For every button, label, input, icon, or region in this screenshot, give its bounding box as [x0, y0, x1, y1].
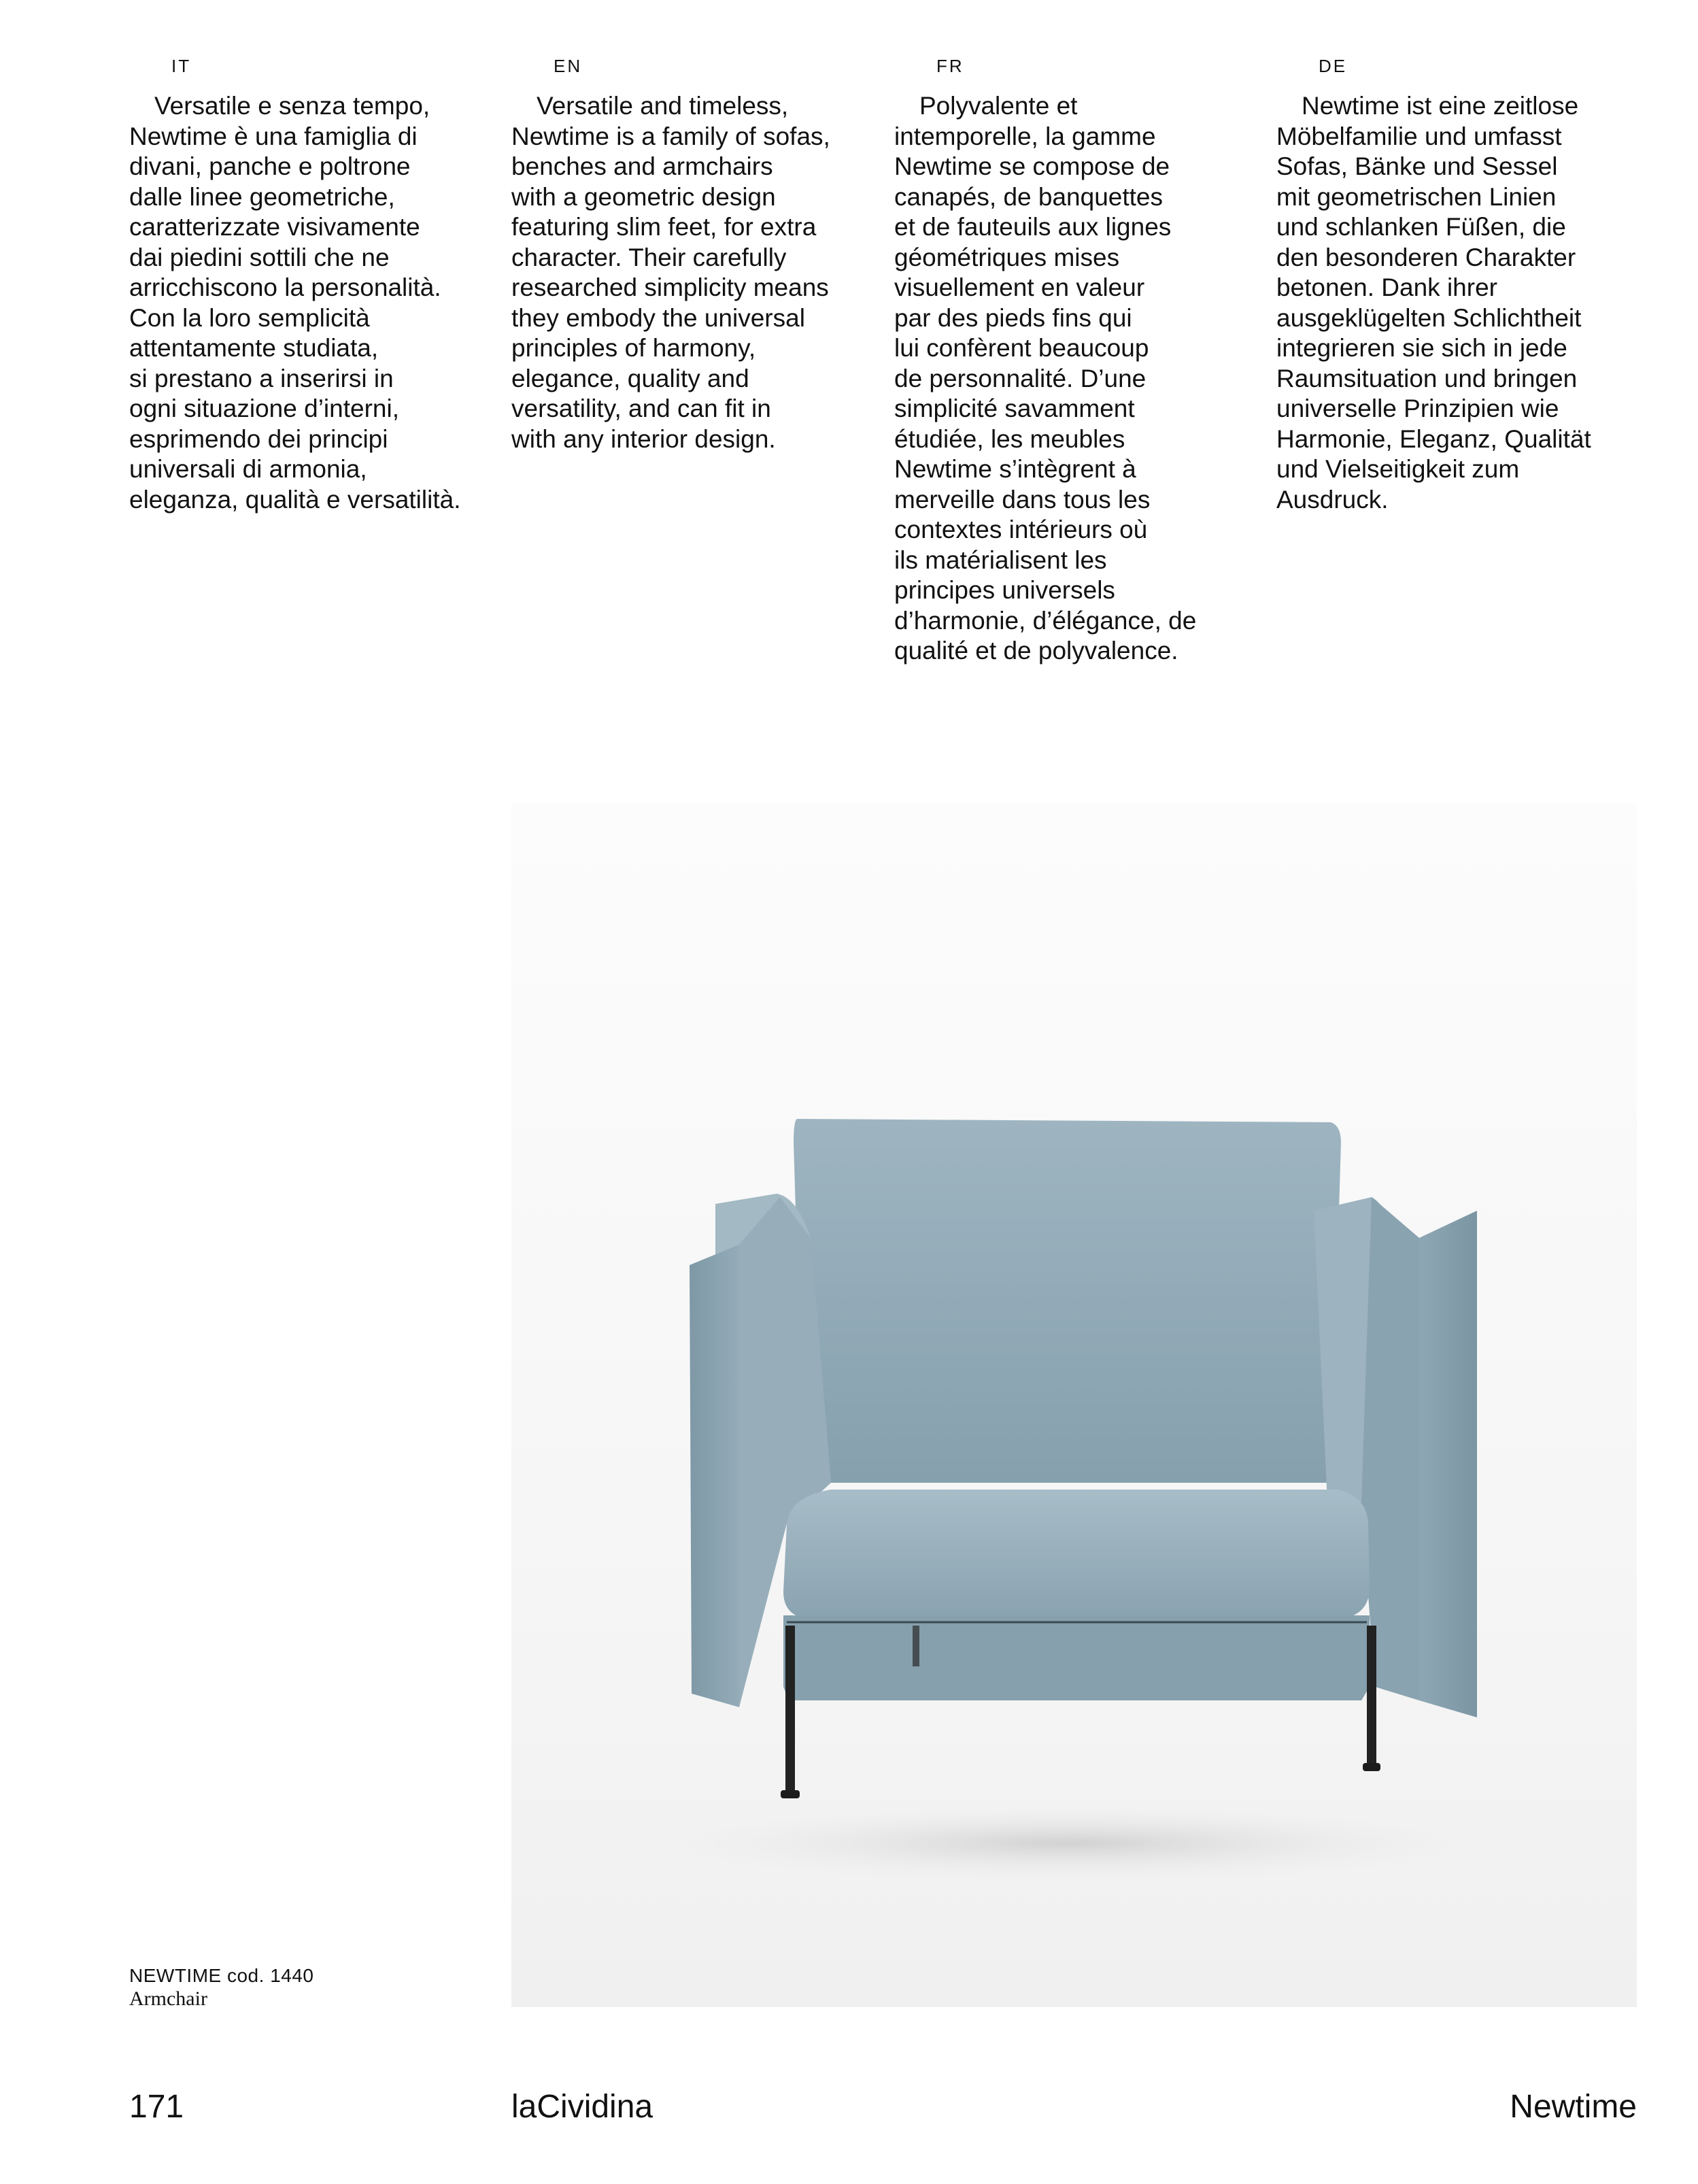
product-type: Armchair	[129, 1987, 207, 2010]
brand-name: laCividina	[511, 2089, 653, 2125]
text-column-it	[129, 57, 496, 515]
collection-name: Newtime	[1510, 2089, 1637, 2125]
language-label: FR	[936, 56, 964, 76]
product-code: NEWTIME cod. 1440	[129, 1965, 314, 1986]
language-label: DE	[1319, 56, 1348, 76]
column-text: Versatile e senza tempo, Newtime è una famiglia di divani, panche e poltrone dalle linee geometriche, caratterizzate visivamente dai piedini sottili che ne arricchiscono la personalità. Con la loro semplicità attentamente studiata, si prestano a inserirsi in ogni situazione d’interni, esprimendo dei principi universali di armonia, eleganza, qualità e versatilità.	[129, 92, 461, 514]
column-text: Versatile and timeless, Newtime is a family of sofas, benches and armchairs with a geometric design featuring slim feet, for extra character. Their carefully researched simplicity means they embody the universal principles of harmony, elegance, quality and versatility, and can fit in with any interior design.	[511, 92, 830, 453]
text-column-en	[511, 57, 879, 454]
column-text: Polyvalente et intemporelle, la gamme Newtime se compose de canapés, de banquettes et de fauteuils aux lignes géométriques mises visuellement en valeur par des pieds fins qui lui confèrent beaucoup de personnalité. D’une simplicité savamment étudiée, les meubles Newtime s’intègrent à merveille dans tous les contextes intérieurs où ils matérialisent les principes universels d’harmonie, d’élégance, de qualité et de polyvalence.	[894, 92, 1197, 665]
language-label: IT	[171, 56, 192, 76]
product-caption	[129, 1964, 313, 2011]
text-column-fr	[894, 57, 1261, 667]
armchair-photo	[511, 803, 1637, 2007]
page-number: 171	[129, 2089, 184, 2125]
column-text: Newtime ist eine zeitlose Möbelfamilie und umfasst Sofas, Bänke und Sessel mit geometrischen Linien und schlanken Füßen, die den besonderen Charakter betonen. Dank ihrer ausgeklügelten Schlichtheit integrieren sie sich in jede Raumsituation und bringen universelle Prinzipien wie Harmonie, Eleganz, Qualität und Vielseitigkeit zum Ausdruck.	[1276, 92, 1591, 514]
language-label: EN	[554, 56, 583, 76]
text-column-de	[1276, 57, 1644, 515]
